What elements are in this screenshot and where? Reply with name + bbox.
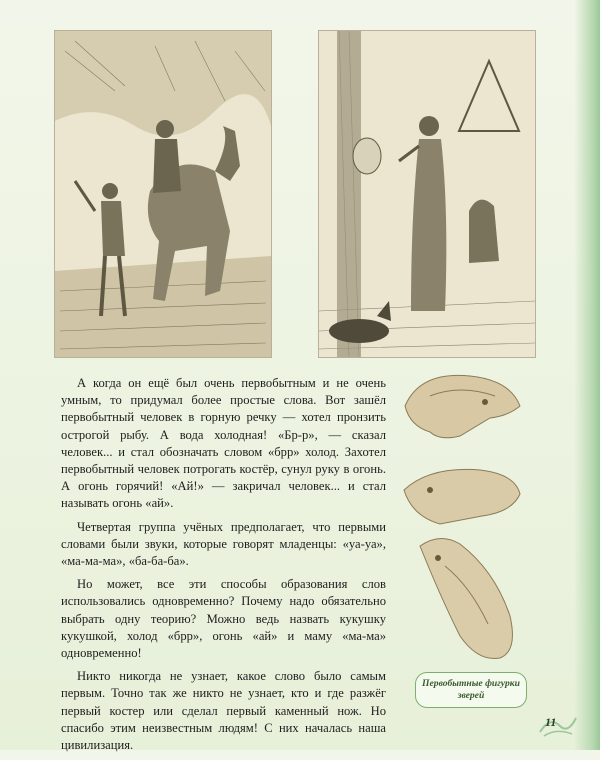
page-number: 11 [545, 715, 557, 729]
paragraph-fourth-group: Четвертая группа учёных предполагает, что первыми словами были звуки, которые говорят младенцы: «уа-уа», «ма-ма-ма», «ба-ба-ба». [61, 519, 386, 569]
paragraph-all-methods: Но может, все эти способы образования слов использовались одновременно? Почему надо обязательно выбрать одну теорию? Можно ведь назвать кукушку кукушкой, холод «брр», огонь «ай» и маму «ма-ма» одновременно! [61, 577, 386, 661]
ornament-flourish-icon [538, 712, 578, 738]
paragraph-nobody-knows: Никто никогда не узнает, какое слово было самым первым. Точно так же никто не узнает, кто и где разжёг первый костер или сделал первый каменный нож. Но спасибо этим неизвестным людям! С них началась наша цивилизация. [61, 669, 386, 753]
engraving-horseman-illustration [54, 30, 272, 358]
paragraph-sound-words: А когда он ещё был очень первобытным и не очень умным, то придумал более простые слова. Вот зашёл первобытный человек в горную речку — хотел пронзить острогой рыбу. А вода холодная! «Бр-р», — сказал человек... и стал обозначать словом «брр» холод. Захотел первобытный человек потрогать костёр, сунул руку в огонь. А огонь горячий! «Ай!» — закричал человек... и стал называть огонь «ай». [61, 376, 386, 511]
figurines-caption: Первобытные фигурки зверей [415, 672, 527, 708]
page-edge-decoration [574, 0, 600, 750]
animal-figurines-image [400, 366, 535, 666]
engraving-woman-spinning-illustration [318, 30, 536, 358]
body-text [61, 375, 386, 760]
